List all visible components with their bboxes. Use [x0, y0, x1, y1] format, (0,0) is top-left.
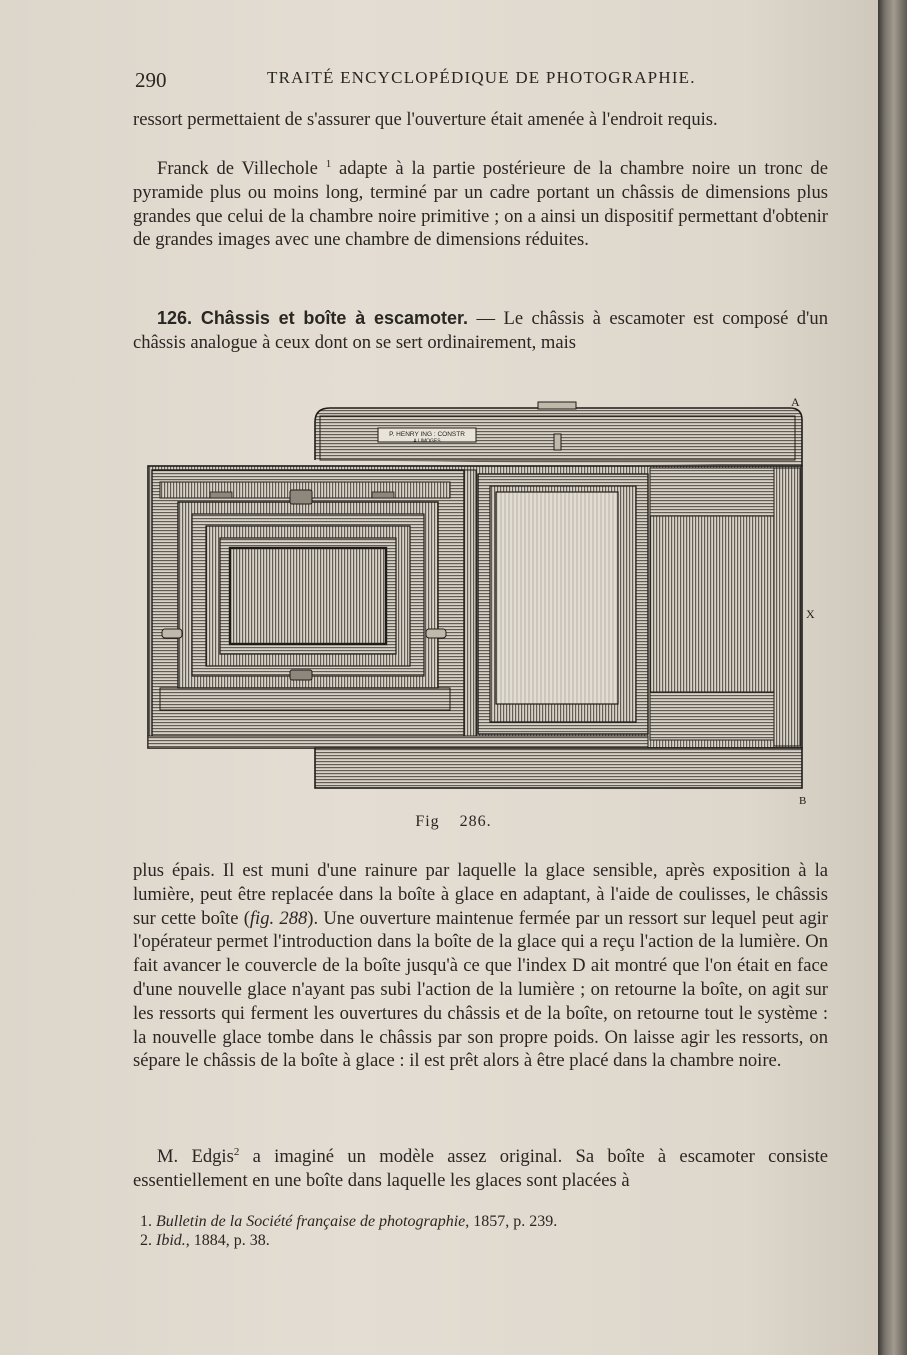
- footnote-1-title: Bulletin de la Société française de photographie: [156, 1213, 466, 1230]
- figure-label-x: X: [806, 607, 815, 621]
- section-heading: 126. Châssis et boîte à escamoter.: [157, 308, 469, 328]
- edgis-text-start: M. Edgis: [157, 1146, 234, 1167]
- figure-reference: fig. 288: [249, 907, 308, 929]
- paragraph-villechole: [133, 157, 828, 252]
- footnote-2: [140, 1231, 840, 1250]
- chassis-text-part2: ). Une ouverture maintenue fermée par un ressort sur lequel peut agir l'opérateur permet l'introduction dans la boîte de la glace qui a reçu l'action de la lumière. On fait avancer le couvercle de la boîte jusqu'à ce que l'index D ait montré que l'on était en face d'une nouvelle glace n'ayant pas subi l'action de la lumière ; on retourne la boîte, on agit sur les ressorts qui ferment les ouvertures du châssis et de la boîte, on retourne tout le système : la nouvelle glace tombe dans le châssis par son propre poids. On laisse agir les ressorts, on sépare le châssis de la boîte à glace : il est prêt alors à être placé dans la chambre noire.: [133, 907, 828, 1072]
- villechole-text-rest: adapte à la partie postérieure de la chambre noire un tronc de pyramide plus ou moins long, terminé par un cadre portant un châssis de dimensions plus grandes que celui de la chambre noire primitive ; on a ainsi un dispositif permettant d'obtenir de grandes images avec une chambre de dimensions réduites.: [133, 158, 828, 251]
- paragraph-edgis: [133, 1145, 828, 1193]
- maker-plate-line2: A LIMOGES: [413, 438, 441, 445]
- running-title: TRAITÉ ENCYCLOPÉDIQUE DE PHOTOGRAPHIE.: [267, 68, 696, 87]
- edgis-text-rest: a imaginé un modèle assez original. Sa boîte à escamoter consiste essentiellement en une boîte dans laquelle les glaces sont placées à: [133, 1146, 828, 1191]
- chassis-text-part1: plus épais. Il est muni d'une rainure par laquelle la glace sensible, après exposition à la lumière, peut être replacée dans la boîte à glace en adaptant, à l'aide de coulisses, le châssis sur cette boîte (: [133, 860, 828, 929]
- footnote-1-number: 1.: [140, 1213, 152, 1230]
- maker-plate-line1: P. HENRY ING : CONSTR: [389, 431, 465, 438]
- chassis-illustration: [140, 392, 830, 812]
- figure-caption: [0, 813, 907, 831]
- caption-prefix: Fig: [415, 813, 440, 830]
- footnote-ref-2: 2: [233, 1145, 240, 1158]
- running-header: [135, 68, 835, 94]
- section-intro-text: — Le châssis à escamoter est composé d'un châssis analogue à ceux dont on se sert ordinairement, mais: [133, 308, 828, 353]
- paragraph-section-126: [133, 307, 828, 355]
- figure-label-b: B: [799, 795, 807, 807]
- footnote-2-number: 2.: [140, 1232, 152, 1249]
- figure-chassis-engraving: [140, 392, 830, 812]
- caption-number: 286.: [459, 813, 492, 830]
- footnote-ref-1: 1: [325, 157, 332, 170]
- paragraph-continuation: ressort permettaient de s'assurer que l'ouverture était amenée à l'endroit requis.: [133, 109, 718, 130]
- footnote-1: [140, 1212, 840, 1231]
- page-number: 290: [135, 68, 167, 92]
- footnote-2-title: Ibid.: [156, 1232, 186, 1249]
- footnote-2-ref: , 1884, p. 38.: [185, 1232, 270, 1249]
- footnotes: [140, 1212, 840, 1250]
- villechole-text-start: Franck de Villechole: [157, 158, 318, 179]
- paragraph-chassis-description: [133, 859, 828, 1073]
- book-spine-edge: [878, 0, 907, 1355]
- footnote-1-ref: , 1857, p. 239.: [465, 1213, 558, 1230]
- figure-label-a: A: [791, 395, 800, 409]
